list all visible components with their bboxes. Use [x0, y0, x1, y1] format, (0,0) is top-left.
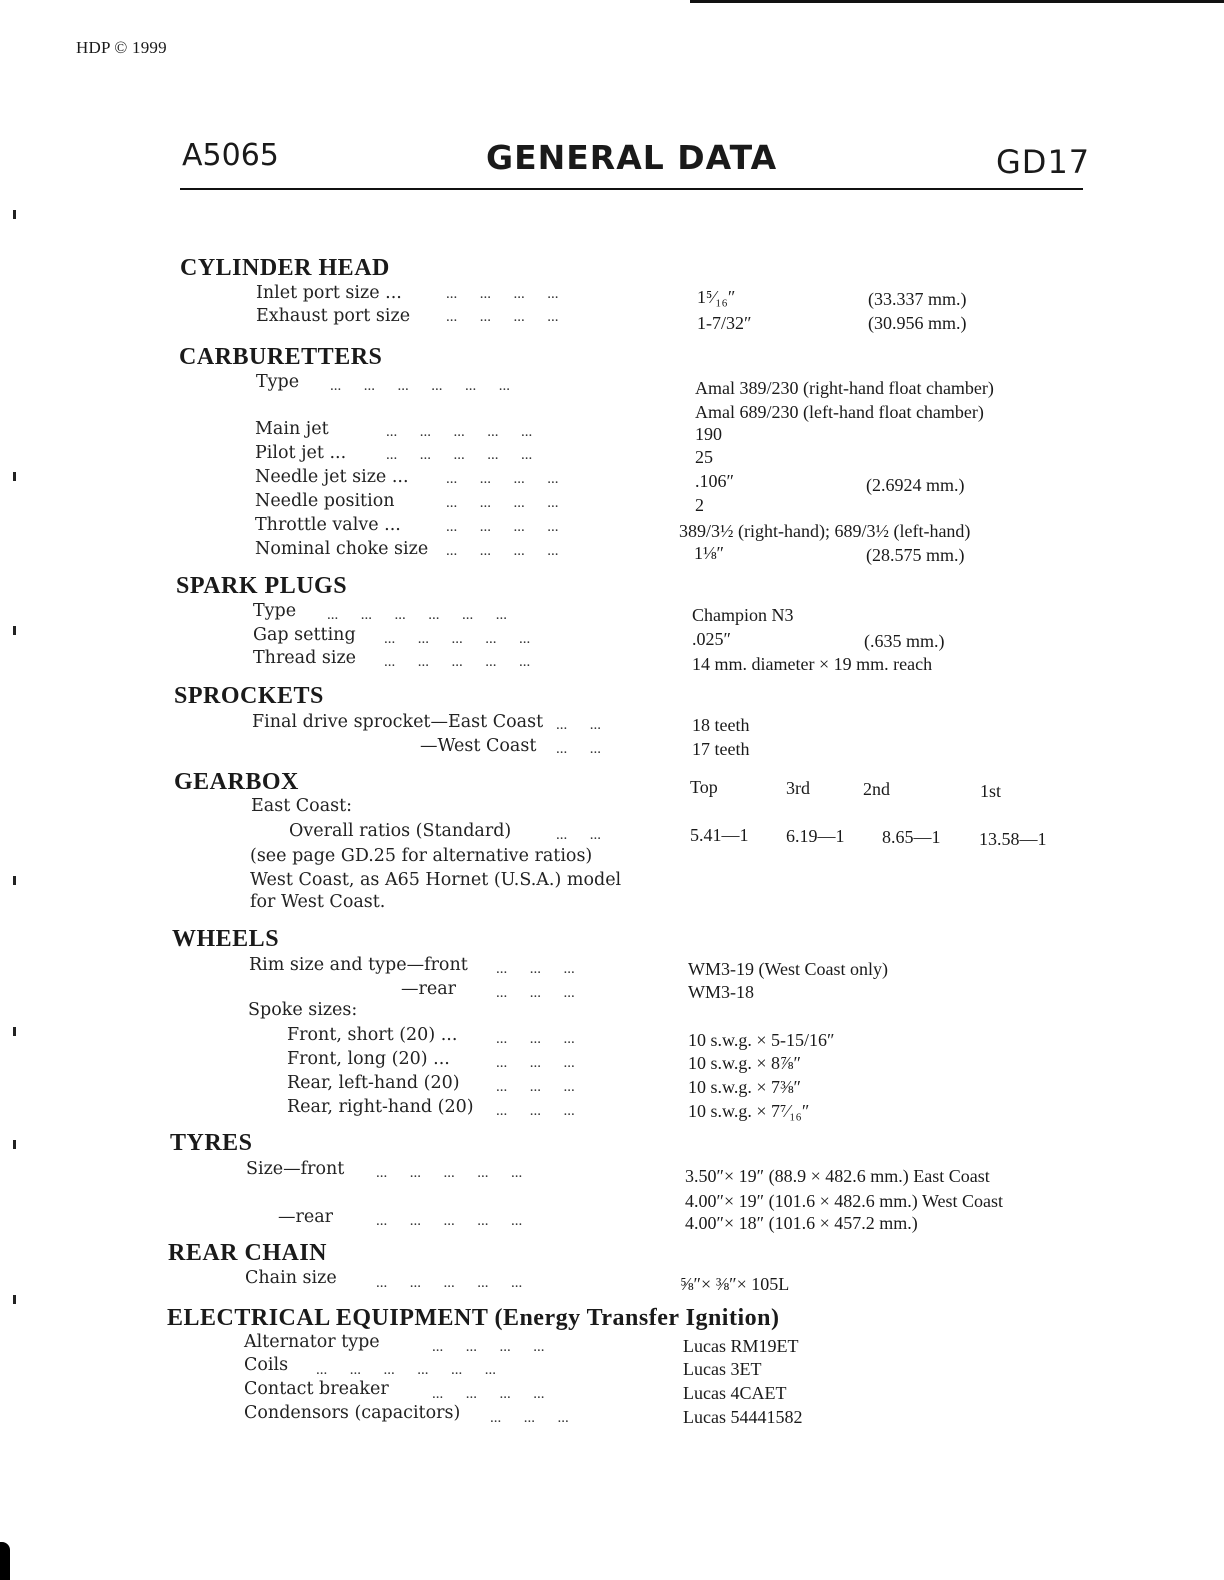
- carb-type-value-2: Amal 689/230 (left-hand float chamber): [695, 402, 984, 422]
- tyre-front-value-2: 4.00″× 19″ (101.6 × 482.6 mm.) West Coast: [685, 1191, 1004, 1211]
- sprocket-west-label: —West Coast: [420, 736, 537, 756]
- source-note: HDP © 1999: [76, 38, 167, 57]
- leader-dots: ... ... ... ...: [432, 1339, 545, 1355]
- exhaust-port-label: Exhaust port size: [256, 306, 411, 326]
- inlet-port-value: 1⁵⁄₁₆″: [697, 287, 736, 307]
- manual-code: A5065: [182, 138, 279, 173]
- front-short-label: Front, short (20) ...: [287, 1025, 458, 1045]
- carb-type-value-1: Amal 389/230 (right-hand float chamber): [695, 378, 994, 398]
- gearbox-note-2: West Coast, as A65 Hornet (U.S.A.) model: [250, 870, 622, 890]
- leader-dots: ... ...: [556, 717, 601, 733]
- leader-dots: ... ...: [556, 741, 601, 757]
- pilot-jet-value: 25: [695, 447, 713, 467]
- leader-dots: ... ... ...: [496, 1079, 575, 1095]
- gear-col-top: Top: [690, 777, 718, 797]
- leader-dots: ... ... ... ...: [446, 286, 559, 302]
- sprocket-east-value: 18 teeth: [692, 715, 750, 735]
- carb-type-label: Type: [256, 372, 300, 392]
- leader-dots: ... ... ...: [490, 1410, 569, 1426]
- exhaust-port-value: 1-7/32″: [697, 313, 752, 333]
- plug-type-value: Champion N3: [692, 605, 794, 625]
- leader-dots: ... ... ... ...: [446, 309, 559, 325]
- front-long-label: Front, long (20) ...: [287, 1049, 450, 1069]
- thread-size-label: Thread size: [253, 648, 357, 668]
- leader-dots: ... ... ... ... ... ...: [316, 1362, 496, 1378]
- plug-type-label: Type: [253, 601, 297, 621]
- needle-jet-metric: (2.6924 mm.): [866, 475, 965, 495]
- condensors-value: Lucas 54441582: [683, 1407, 803, 1427]
- chain-size-label: Chain size: [245, 1268, 337, 1288]
- throttle-valve-label: Throttle valve ...: [255, 515, 401, 535]
- gear-col-2nd: 2nd: [863, 779, 890, 799]
- leader-dots: ... ... ... ... ...: [376, 1275, 523, 1291]
- rim-rear-label: —rear: [401, 979, 457, 999]
- leader-dots: ... ... ... ...: [432, 1386, 545, 1402]
- leader-dots: ... ... ...: [496, 985, 575, 1001]
- chain-size-value: ⅝″× ⅜″× 105L: [680, 1274, 790, 1294]
- choke-size-label: Nominal choke size: [255, 539, 429, 559]
- tyre-rear-label: —rear: [278, 1207, 334, 1227]
- pilot-jet-label: Pilot jet ...: [255, 443, 347, 463]
- inlet-port-label: Inlet port size ...: [256, 283, 402, 303]
- scan-corner-mark: [0, 1542, 10, 1580]
- gap-setting-metric: (.635 mm.): [864, 631, 945, 651]
- leader-dots: ... ... ... ... ...: [384, 654, 531, 670]
- section-carburetters: CARBURETTERS: [179, 344, 383, 370]
- page-number: GD17: [996, 143, 1091, 181]
- ratio-1st: 13.58—1: [979, 829, 1047, 849]
- leader-dots: ... ... ... ... ...: [384, 631, 531, 647]
- leader-dots: ... ... ...: [496, 1031, 575, 1047]
- tyre-front-value-1: 3.50″× 19″ (88.9 × 482.6 mm.) East Coast: [685, 1166, 990, 1186]
- sprocket-east-label: Final drive sprocket—East Coast: [252, 712, 544, 732]
- gap-setting-label: Gap setting: [253, 625, 356, 645]
- leader-dots: ... ... ...: [496, 1055, 575, 1071]
- gearbox-note-3: for West Coast.: [250, 892, 386, 912]
- alternator-value: Lucas RM19ET: [683, 1336, 799, 1356]
- needle-jet-value: .106″: [695, 471, 734, 491]
- gear-col-3rd: 3rd: [786, 778, 810, 798]
- inlet-port-metric: (33.337 mm.): [868, 289, 967, 309]
- leader-dots: ... ... ... ... ...: [376, 1213, 523, 1229]
- rear-left-value: 10 s.w.g. × 7⅜″: [688, 1077, 801, 1097]
- rim-front-value: WM3-19 (West Coast only): [688, 959, 889, 979]
- header-rule: [180, 188, 1083, 190]
- front-long-value: 10 s.w.g. × 8⅞″: [688, 1053, 801, 1073]
- leader-dots: ... ... ... ... ...: [376, 1165, 523, 1181]
- spoke-sizes-label: Spoke sizes:: [248, 1000, 358, 1020]
- section-sprockets: SPROCKETS: [174, 683, 324, 709]
- needle-jet-label: Needle jet size ...: [255, 467, 409, 487]
- section-gearbox: GEARBOX: [174, 769, 299, 795]
- alternator-label: Alternator type: [244, 1332, 380, 1352]
- exhaust-port-metric: (30.956 mm.): [868, 313, 967, 333]
- main-jet-label: Main jet: [255, 419, 329, 439]
- coils-value: Lucas 3ET: [683, 1359, 762, 1379]
- section-wheels: WHEELS: [172, 926, 280, 952]
- rear-right-value: 10 s.w.g. × 7⁷⁄₁₆″: [688, 1101, 810, 1121]
- tyre-front-label: Size—front: [246, 1159, 345, 1179]
- section-spark-plugs: SPARK PLUGS: [176, 573, 348, 599]
- leader-dots: ... ...: [556, 827, 601, 843]
- overall-ratios-label: Overall ratios (Standard): [289, 821, 512, 841]
- section-cylinder-head: CYLINDER HEAD: [180, 255, 390, 281]
- rim-front-label: Rim size and type—front: [249, 955, 468, 975]
- needle-position-label: Needle position: [255, 491, 395, 511]
- rim-rear-value: WM3-18: [688, 982, 754, 1002]
- contact-breaker-value: Lucas 4CAET: [683, 1383, 787, 1403]
- leader-dots: ... ... ... ...: [446, 519, 559, 535]
- section-rear-chain: REAR CHAIN: [168, 1240, 328, 1266]
- needle-position-value: 2: [695, 495, 704, 515]
- main-jet-value: 190: [695, 424, 722, 444]
- tyre-rear-value: 4.00″× 18″ (101.6 × 457.2 mm.): [685, 1213, 918, 1233]
- rear-right-label: Rear, right-hand (20): [287, 1097, 474, 1117]
- leader-dots: ... ... ... ...: [446, 471, 559, 487]
- thread-size-value: 14 mm. diameter × 19 mm. reach: [692, 654, 933, 674]
- scan-edge-line: [690, 0, 1224, 3]
- section-tyres: TYRES: [170, 1130, 253, 1156]
- leader-dots: ... ... ... ... ... ...: [327, 607, 507, 623]
- section-electrical: ELECTRICAL EQUIPMENT (Energy Transfer Ignition): [167, 1305, 780, 1331]
- condensors-label: Condensors (capacitors): [244, 1403, 461, 1423]
- front-short-value: 10 s.w.g. × 5-15/16″: [688, 1030, 835, 1050]
- leader-dots: ... ... ... ...: [446, 495, 559, 511]
- ratio-top: 5.41—1: [690, 825, 749, 845]
- choke-size-value: 1⅛″: [694, 543, 724, 563]
- ratio-3rd: 6.19—1: [786, 826, 845, 846]
- ratio-2nd: 8.65—1: [882, 827, 941, 847]
- gearbox-note-1: (see page GD.25 for alternative ratios): [250, 846, 593, 866]
- contact-breaker-label: Contact breaker: [244, 1379, 389, 1399]
- gap-setting-value: .025″: [692, 629, 731, 649]
- throttle-valve-value: 389/3½ (right-hand); 689/3½ (left-hand): [679, 521, 971, 541]
- choke-size-metric: (28.575 mm.): [866, 545, 965, 565]
- gearbox-east-coast: East Coast:: [251, 796, 353, 816]
- gear-col-1st: 1st: [980, 781, 1002, 801]
- coils-label: Coils: [244, 1355, 289, 1375]
- leader-dots: ... ... ... ... ...: [386, 447, 533, 463]
- leader-dots: ... ... ... ...: [446, 543, 559, 559]
- leader-dots: ... ... ...: [496, 961, 575, 977]
- page-title: GENERAL DATA: [486, 138, 778, 177]
- rear-left-label: Rear, left-hand (20): [287, 1073, 460, 1093]
- leader-dots: ... ... ... ... ...: [386, 424, 533, 440]
- leader-dots: ... ... ...: [496, 1103, 575, 1119]
- leader-dots: ... ... ... ... ... ...: [330, 378, 510, 394]
- sprocket-west-value: 17 teeth: [692, 739, 750, 759]
